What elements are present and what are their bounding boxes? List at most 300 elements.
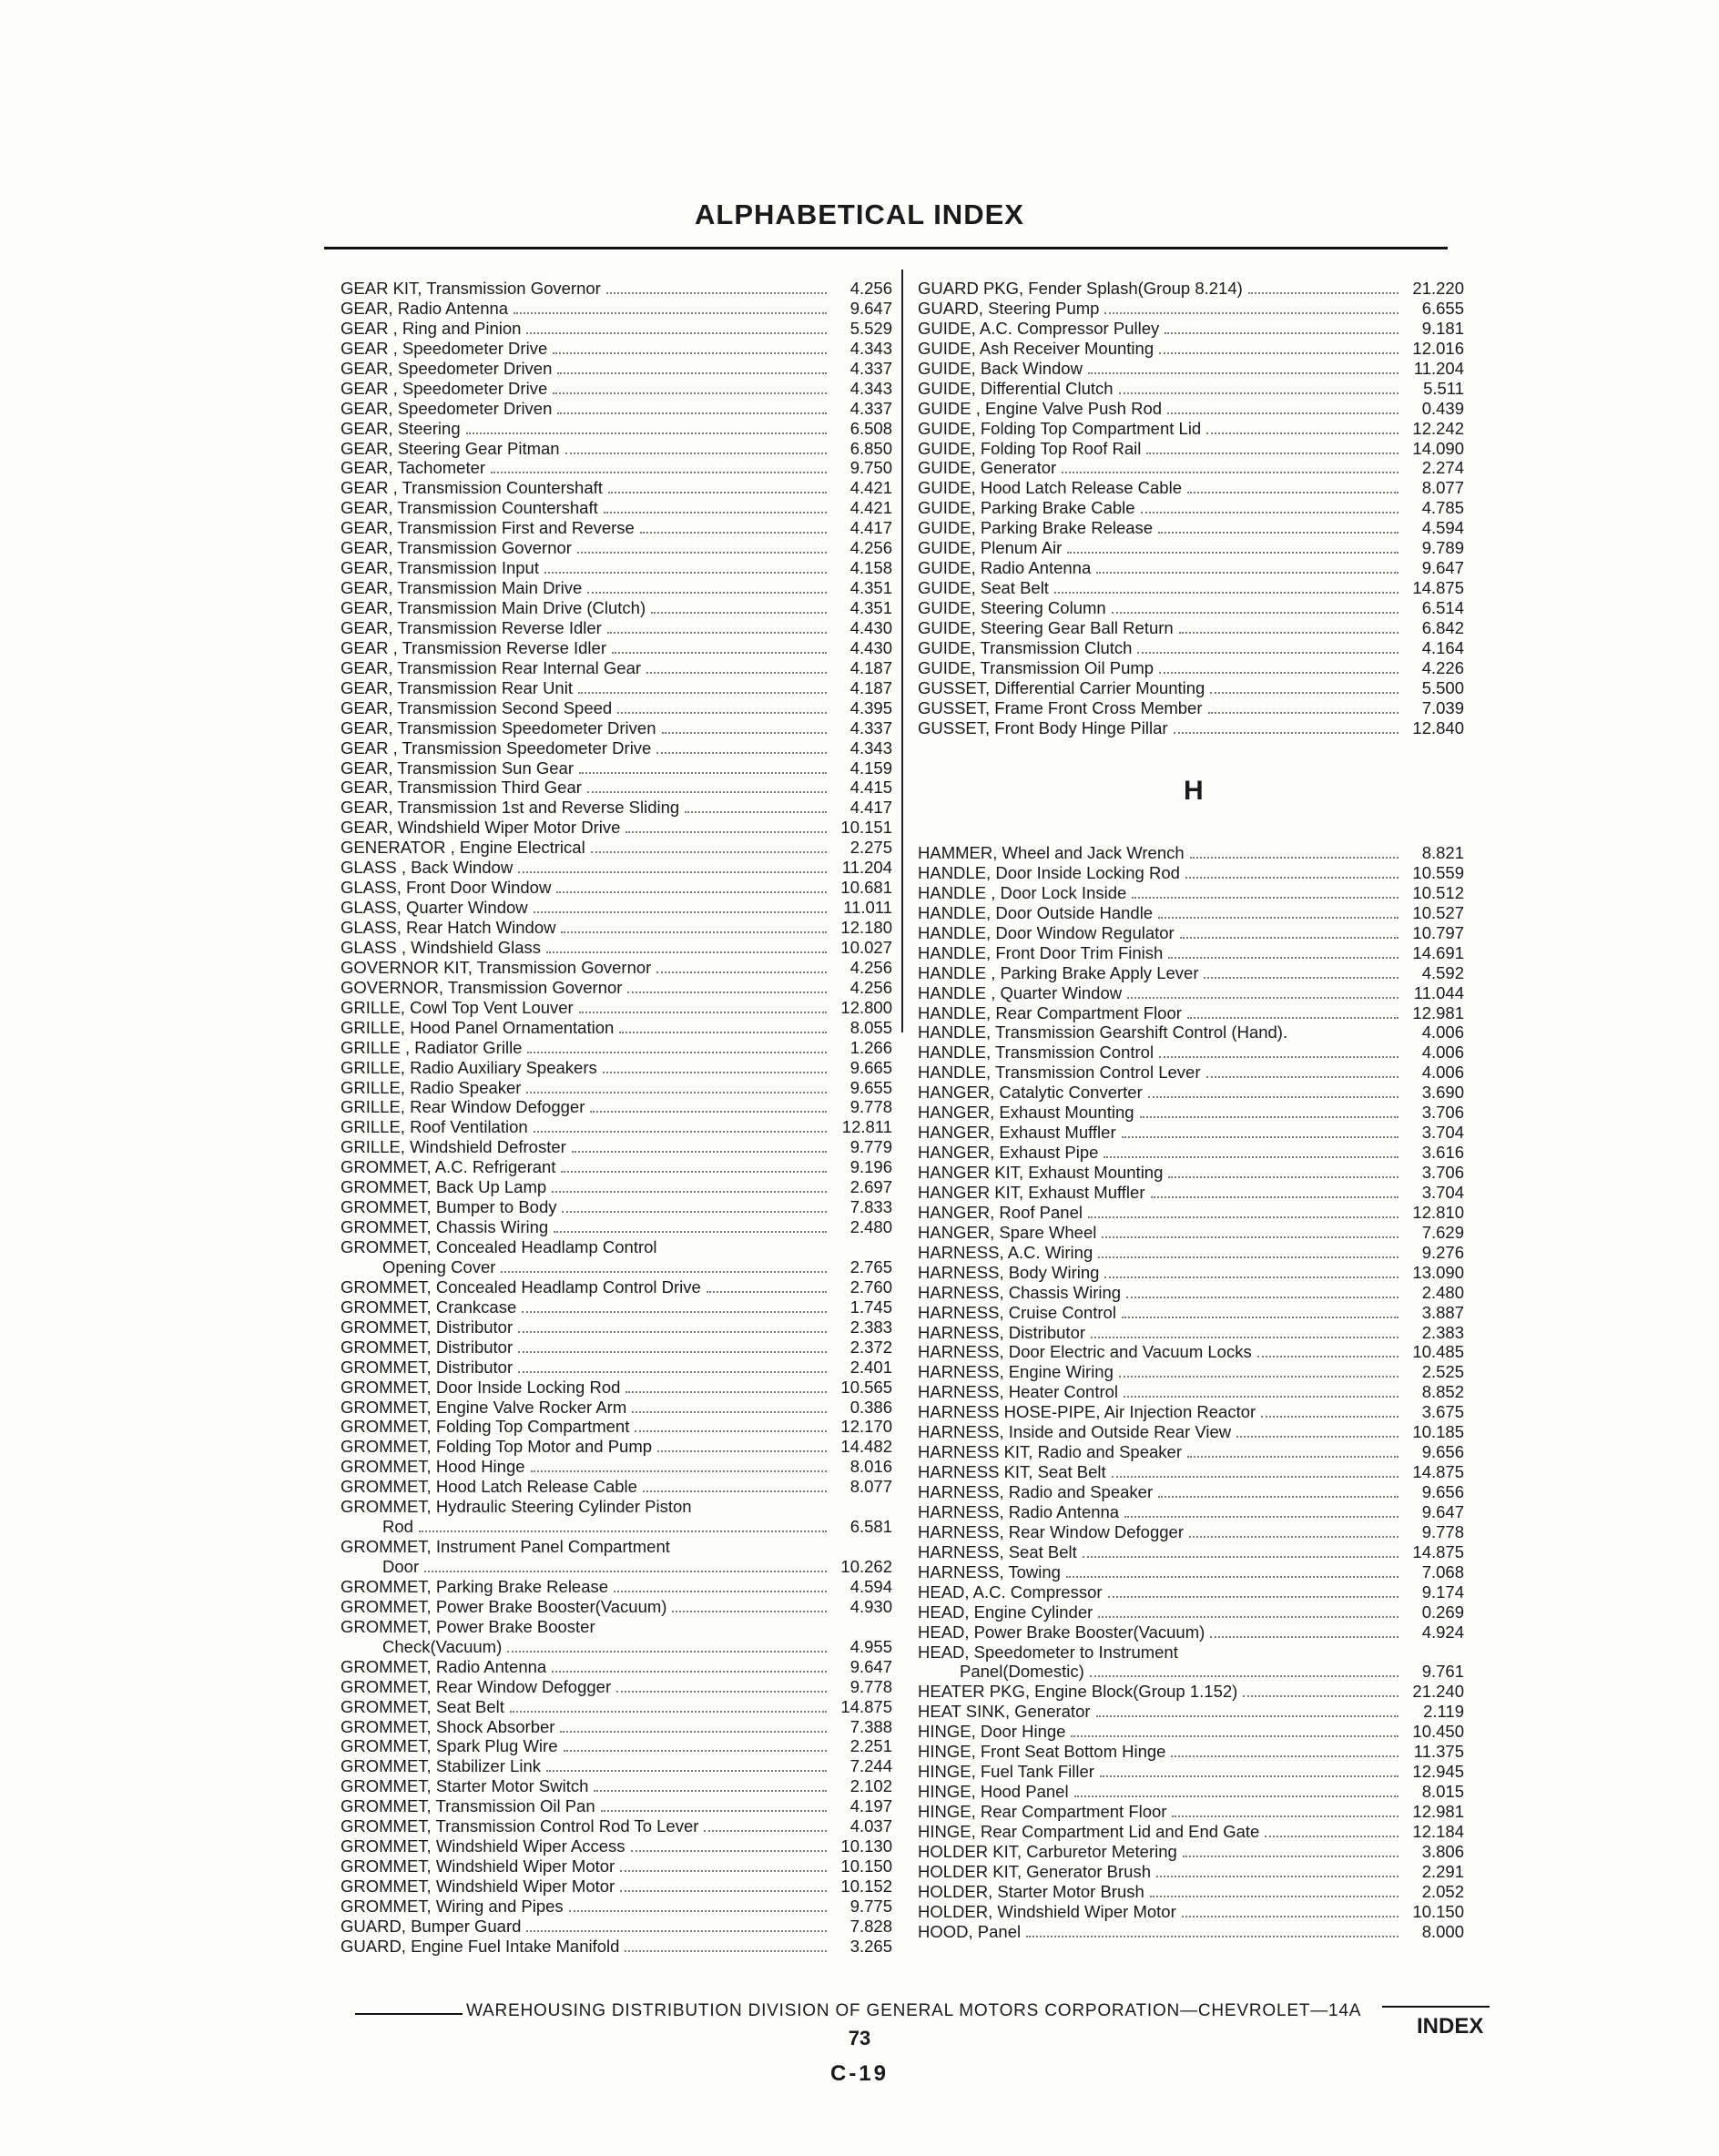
index-entry-name: GRILLE, Windshield Defroster xyxy=(341,1137,566,1157)
index-entry xyxy=(341,1177,892,1197)
index-entry xyxy=(341,938,892,958)
footer-rule-right xyxy=(1382,2006,1490,2008)
index-entry-number: 10.150 xyxy=(840,1856,892,1876)
index-entry-name: GROMMET, Power Brake Booster xyxy=(341,1616,595,1636)
dot-leader xyxy=(1100,1775,1399,1777)
dot-leader xyxy=(507,1651,827,1653)
dot-leader xyxy=(522,1311,827,1313)
index-entry xyxy=(341,1917,892,1937)
index-entry-name: GEAR , Transmission Countershaft xyxy=(341,478,603,498)
dot-leader xyxy=(632,1411,827,1413)
index-entry xyxy=(918,923,1464,943)
index-entry xyxy=(918,1063,1464,1083)
index-entry-name: HANDLE , Door Lock Inside xyxy=(918,882,1127,902)
index-entry-name: HOOD, Panel xyxy=(918,1921,1022,1941)
index-entry xyxy=(918,1782,1464,1802)
index-entry xyxy=(341,1378,892,1398)
index-entry-number: 5.529 xyxy=(849,318,892,338)
index-entry-name: GROMMET, Crankcase xyxy=(341,1297,517,1317)
dot-leader xyxy=(514,312,827,314)
index-entry-name: GROMMET, Engine Valve Rocker Arm xyxy=(341,1397,627,1417)
index-entry xyxy=(341,1097,892,1117)
index-entry-name: HANGER KIT, Exhaust Mounting xyxy=(918,1163,1164,1182)
index-entry-number: 2.765 xyxy=(849,1256,892,1276)
dot-leader xyxy=(640,532,827,534)
index-entry xyxy=(341,1517,892,1537)
index-entry-name: GROMMET, Windshield Wiper Access xyxy=(341,1836,626,1856)
dot-leader xyxy=(1189,1536,1399,1538)
dot-leader xyxy=(526,332,827,334)
dot-leader xyxy=(1156,1876,1399,1877)
dot-leader xyxy=(1098,1616,1399,1618)
dot-leader xyxy=(591,851,827,853)
index-entry-name: GEAR, Transmission Input xyxy=(341,558,539,578)
index-entry-name: HARNESS, Engine Wiring xyxy=(918,1362,1114,1382)
dot-leader xyxy=(556,891,827,893)
index-entry-name: GUIDE, Transmission Oil Pump xyxy=(918,657,1154,677)
index-entry-name: HINGE, Fuel Tank Filler xyxy=(918,1762,1094,1782)
index-entry xyxy=(918,1642,1464,1663)
index-entry xyxy=(341,1437,892,1457)
dot-leader xyxy=(1206,1076,1399,1078)
dot-leader xyxy=(531,1470,827,1472)
dot-leader xyxy=(1210,692,1399,694)
index-entry xyxy=(918,498,1464,518)
index-entry-number: 4.256 xyxy=(849,279,892,298)
index-entry-number: 6.842 xyxy=(1421,617,1464,637)
index-entry-number: 4.187 xyxy=(849,677,892,697)
index-entry-number: 3.675 xyxy=(1421,1402,1464,1422)
index-entry-name: GRILLE, Roof Ventilation xyxy=(341,1117,528,1137)
index-entry xyxy=(341,1058,892,1078)
dot-leader xyxy=(656,971,827,973)
index-entry xyxy=(918,319,1464,339)
dot-leader xyxy=(569,1910,827,1912)
index-entry-number: 2.525 xyxy=(1421,1362,1464,1382)
index-entry-number: 10.130 xyxy=(840,1836,892,1856)
dot-leader xyxy=(1108,1596,1399,1598)
right-index-column-g xyxy=(918,279,1464,738)
index-entry xyxy=(918,1582,1464,1602)
dot-leader xyxy=(1112,612,1399,614)
dot-leader xyxy=(1122,1136,1399,1138)
dot-leader xyxy=(534,1131,827,1133)
index-entry-name: GROMMET, Distributor xyxy=(341,1357,514,1377)
index-entry-name: HOLDER KIT, Carburetor Metering xyxy=(918,1841,1177,1861)
index-entry xyxy=(918,279,1464,299)
index-entry xyxy=(918,299,1464,319)
index-entry xyxy=(918,1422,1464,1442)
index-entry-number: 2.480 xyxy=(1421,1282,1464,1302)
index-entry xyxy=(918,638,1464,658)
index-entry-number: 11.204 xyxy=(1413,358,1464,378)
index-entry xyxy=(918,1742,1464,1762)
index-entry-number: 4.006 xyxy=(1421,1042,1464,1063)
index-entry xyxy=(341,1237,892,1257)
index-entry-name: GROMMET, Distributor xyxy=(341,1337,514,1357)
index-entry xyxy=(918,439,1464,459)
page-code: C-19 xyxy=(829,2061,890,2086)
index-entry-number: 4.337 xyxy=(849,717,892,737)
index-entry-name: GEAR , Transmission Speedometer Drive xyxy=(341,737,652,758)
index-entry-number: 9.647 xyxy=(1421,1501,1464,1521)
index-entry-number: 2.383 xyxy=(849,1317,892,1337)
index-entry xyxy=(918,1323,1464,1343)
index-entry xyxy=(918,558,1464,578)
index-entry-number: 10.262 xyxy=(840,1557,892,1576)
index-entry-name: HANDLE , Quarter Window xyxy=(918,982,1123,1002)
index-entry-number: 4.256 xyxy=(849,957,892,977)
index-entry-name: HANGER KIT, Exhaust Muffler xyxy=(918,1182,1145,1202)
index-entry xyxy=(341,1796,892,1816)
dot-leader xyxy=(577,552,827,554)
index-entry-number: 4.594 xyxy=(849,1576,892,1596)
index-entry xyxy=(341,958,892,978)
dot-leader xyxy=(646,672,827,674)
dot-leader xyxy=(1174,732,1399,734)
index-entry xyxy=(918,1022,1464,1042)
dot-leader xyxy=(1150,1896,1399,1897)
index-entry xyxy=(341,818,892,838)
index-entry-number: 4.351 xyxy=(849,578,892,598)
index-entry-number: 4.924 xyxy=(1421,1622,1464,1642)
index-entry-number: 4.785 xyxy=(1421,498,1464,518)
index-entry xyxy=(918,1203,1464,1223)
index-entry-number: 4.421 xyxy=(849,498,892,518)
index-entry-name: GUARD, Engine Fuel Intake Manifold xyxy=(341,1936,620,1956)
index-entry xyxy=(918,458,1464,478)
index-entry-number: 0.439 xyxy=(1421,398,1464,418)
index-entry-name: HARNESS, A.C. Wiring xyxy=(918,1242,1093,1262)
index-entry xyxy=(341,419,892,439)
index-entry xyxy=(341,1417,892,1437)
index-entry-name: GROMMET, Distributor xyxy=(341,1317,514,1337)
index-entry-name: GUIDE, Radio Antenna xyxy=(918,558,1092,578)
index-entry-name: GRILLE, Radio Auxiliary Speakers xyxy=(341,1057,597,1077)
index-entry xyxy=(341,339,892,359)
index-entry-name: HANDLE, Transmission Control Lever xyxy=(918,1063,1201,1083)
index-entry-name: GROMMET, Shock Absorber xyxy=(341,1716,555,1736)
dot-leader xyxy=(1236,1436,1399,1438)
index-entry-name: GROMMET, Rear Window Defogger xyxy=(341,1676,612,1696)
index-entry-name: GROMMET, Folding Top Compartment xyxy=(341,1417,630,1437)
index-entry-number: 9.665 xyxy=(849,1057,892,1077)
dot-leader xyxy=(562,1211,827,1213)
index-entry-number: 14.691 xyxy=(1412,942,1464,962)
index-entry-number: 7.629 xyxy=(1421,1222,1464,1242)
dot-leader xyxy=(707,1291,827,1293)
index-entry xyxy=(918,379,1464,399)
index-entry xyxy=(918,399,1464,419)
index-entry-number: 10.797 xyxy=(1412,922,1464,942)
index-entry-name: GEAR KIT, Transmission Governor xyxy=(341,279,601,298)
index-entry-number: 5.500 xyxy=(1421,677,1464,697)
dot-leader xyxy=(1119,1376,1399,1378)
dot-leader xyxy=(1074,1795,1399,1797)
index-entry xyxy=(918,598,1464,618)
index-entry xyxy=(341,1816,892,1836)
index-entry-name: GUIDE, Steering Gear Ball Return xyxy=(918,617,1174,637)
index-entry-name: GEAR, Transmission First and Reverse xyxy=(341,518,635,538)
index-entry-number: 7.039 xyxy=(1421,697,1464,717)
index-entry-number: 3.706 xyxy=(1421,1163,1464,1182)
index-entry-number: 4.592 xyxy=(1421,962,1464,982)
dot-leader xyxy=(1104,1156,1399,1158)
index-entry xyxy=(341,998,892,1018)
index-entry-name: Door xyxy=(382,1557,420,1576)
dot-leader xyxy=(546,1770,827,1772)
index-entry xyxy=(341,658,892,678)
index-entry-number: 8.016 xyxy=(849,1457,892,1477)
index-entry-number: 14.875 xyxy=(1412,1541,1464,1561)
index-entry-number: 7.244 xyxy=(849,1756,892,1776)
index-entry-number: 12.170 xyxy=(840,1417,892,1437)
index-entry-number: 7.828 xyxy=(849,1916,892,1936)
dot-leader xyxy=(491,472,827,473)
index-entry-number: 4.395 xyxy=(849,697,892,717)
dot-leader xyxy=(552,1191,827,1193)
index-entry-name: GRILLE , Radiator Grille xyxy=(341,1037,523,1057)
dot-leader xyxy=(1183,1856,1399,1857)
index-entry xyxy=(918,1103,1464,1123)
dot-leader xyxy=(1054,592,1399,594)
index-entry-name: GUIDE, Parking Brake Cable xyxy=(918,498,1135,518)
index-entry xyxy=(341,1856,892,1876)
index-entry xyxy=(341,1897,892,1917)
index-entry-number: 14.875 xyxy=(1412,1462,1464,1482)
index-entry-number: 4.415 xyxy=(849,778,892,798)
dot-leader xyxy=(557,372,827,374)
index-entry-name: HANGER, Exhaust Pipe xyxy=(918,1143,1099,1163)
column-divider xyxy=(901,270,903,1032)
index-entry xyxy=(341,299,892,319)
index-entry xyxy=(341,518,892,538)
index-entry-name: GUIDE, Back Window xyxy=(918,358,1083,378)
dot-leader xyxy=(704,1830,827,1832)
index-entry-name: GLASS, Front Door Window xyxy=(341,878,552,898)
index-entry xyxy=(341,1078,892,1098)
index-entry-number: 10.027 xyxy=(840,937,892,957)
dot-leader xyxy=(1148,1096,1399,1098)
index-entry-name: GEAR, Transmission Governor xyxy=(341,538,572,558)
index-entry xyxy=(341,698,892,718)
index-entry-number: 10.150 xyxy=(1412,1901,1464,1921)
index-entry xyxy=(341,458,892,478)
index-entry-number: 4.343 xyxy=(849,737,892,758)
index-entry-name: HARNESS, Radio Antenna xyxy=(918,1501,1120,1521)
index-entry-name: GROMMET, Windshield Wiper Motor xyxy=(341,1876,615,1896)
index-entry-number: 12.016 xyxy=(1412,338,1464,358)
index-entry-name: HANGER, Catalytic Converter xyxy=(918,1083,1143,1103)
dot-leader xyxy=(1187,492,1399,493)
dot-leader xyxy=(607,632,827,634)
index-entry xyxy=(341,498,892,518)
index-entry xyxy=(341,638,892,658)
index-entry-name: GEAR , Transmission Reverse Idler xyxy=(341,637,606,657)
index-entry-number: 11.044 xyxy=(1413,982,1464,1002)
dot-leader xyxy=(626,831,827,833)
index-entry xyxy=(918,1402,1464,1422)
index-entry-name: HANDLE, Door Inside Locking Rod xyxy=(918,862,1180,882)
dot-leader xyxy=(587,791,827,793)
index-entry-name: GROMMET, Stabilizer Link xyxy=(341,1756,541,1776)
index-entry-name: HINGE, Rear Compartment Lid and End Gate xyxy=(918,1821,1260,1841)
dot-leader xyxy=(612,652,827,654)
index-entry-number: 2.102 xyxy=(849,1776,892,1796)
index-entry-number: 8.852 xyxy=(1421,1382,1464,1402)
index-entry-number: 7.388 xyxy=(849,1716,892,1736)
index-entry xyxy=(918,698,1464,718)
index-entry-name: GEAR, Transmission Rear Unit xyxy=(341,677,573,697)
index-entry-name: HINGE, Hood Panel xyxy=(918,1782,1069,1802)
index-entry-number: 2.119 xyxy=(1423,1702,1464,1722)
dot-leader xyxy=(1171,1755,1399,1757)
index-entry-number: 12.242 xyxy=(1412,418,1464,438)
index-entry-name: GROMMET, Instrument Panel Compartment xyxy=(341,1537,670,1557)
index-entry-name: HARNESS, Radio and Speaker xyxy=(918,1482,1154,1501)
index-entry-number: 9.656 xyxy=(1421,1482,1464,1501)
index-entry xyxy=(341,718,892,738)
index-entry xyxy=(918,1662,1464,1682)
index-entry xyxy=(341,1717,892,1737)
index-entry xyxy=(341,1597,892,1617)
index-entry-name: HARNESS, Inside and Outside Rear View xyxy=(918,1422,1232,1442)
index-entry-name: GEAR, Tachometer xyxy=(341,458,486,478)
dot-leader xyxy=(546,951,827,953)
index-entry-number: 8.077 xyxy=(849,1477,892,1497)
index-entry xyxy=(341,598,892,618)
dot-leader xyxy=(1248,292,1399,294)
dot-leader xyxy=(1112,1476,1399,1478)
index-entry-number: 11.375 xyxy=(1413,1742,1464,1762)
index-entry-name: HANDLE, Front Door Trim Finish xyxy=(918,942,1164,962)
dot-leader xyxy=(1151,1196,1399,1198)
dot-leader xyxy=(1165,332,1399,334)
dot-leader xyxy=(1210,1636,1399,1638)
index-entry xyxy=(341,538,892,558)
right-index-column-h xyxy=(918,843,1464,1942)
dot-leader xyxy=(1182,1916,1399,1917)
index-entry-name: GEAR, Transmission Main Drive (Clutch) xyxy=(341,598,646,617)
dot-leader xyxy=(1096,572,1399,574)
index-entry xyxy=(918,1442,1464,1462)
index-entry xyxy=(341,478,892,498)
dot-leader xyxy=(579,772,827,774)
left-index-column xyxy=(341,279,892,1957)
dot-leader xyxy=(1088,372,1399,374)
index-entry-name: HEAT SINK, Generator xyxy=(918,1702,1091,1722)
dot-leader xyxy=(1122,1317,1399,1318)
index-entry xyxy=(341,1776,892,1796)
footer-index-label: INDEX xyxy=(1417,2014,1484,2039)
index-entry-name: GUIDE, Generator xyxy=(918,458,1057,478)
dot-leader xyxy=(635,1430,827,1432)
index-entry-name: GUIDE, A.C. Compressor Pulley xyxy=(918,318,1160,338)
dot-leader xyxy=(518,1351,827,1353)
index-entry xyxy=(341,379,892,399)
index-entry-name: GUIDE, Plenum Air xyxy=(918,538,1063,558)
index-entry-name: HARNESS KIT, Radio and Speaker xyxy=(918,1442,1182,1462)
index-entry xyxy=(918,1722,1464,1742)
dot-leader xyxy=(1168,957,1399,959)
index-entry xyxy=(918,339,1464,359)
dot-leader xyxy=(620,1870,827,1872)
index-entry-number: 8.000 xyxy=(1421,1921,1464,1941)
index-entry-number: 9.656 xyxy=(1421,1442,1464,1462)
index-entry-name: GOVERNOR KIT, Transmission Governor xyxy=(341,957,652,977)
index-entry-number: 4.226 xyxy=(1421,657,1464,677)
index-entry-number: 4.421 xyxy=(849,478,892,498)
index-entry xyxy=(918,1702,1464,1722)
index-entry xyxy=(918,1123,1464,1143)
index-entry xyxy=(341,1736,892,1756)
index-entry-number: 10.565 xyxy=(840,1377,892,1397)
index-entry-number: 8.821 xyxy=(1421,843,1464,862)
dot-leader xyxy=(1141,512,1399,514)
index-entry-name: GEAR , Speedometer Drive xyxy=(341,338,548,358)
index-entry-name: GROMMET, Folding Top Motor and Pump xyxy=(341,1437,653,1457)
dot-leader xyxy=(1243,1695,1399,1697)
index-entry-number: 2.275 xyxy=(849,838,892,858)
dot-leader xyxy=(560,1731,827,1733)
index-entry-name: GROMMET, Parking Brake Release xyxy=(341,1576,609,1596)
index-entry xyxy=(341,1617,892,1637)
index-entry-name: GEAR, Transmission Third Gear xyxy=(341,778,582,798)
index-entry-number: 4.930 xyxy=(849,1596,892,1616)
index-entry-number: 2.291 xyxy=(1421,1861,1464,1881)
index-entry-number: 2.480 xyxy=(849,1217,892,1237)
index-entry-number: 3.887 xyxy=(1421,1302,1464,1322)
dot-leader xyxy=(1185,877,1399,879)
index-entry-name: GEAR, Transmission Second Speed xyxy=(341,697,613,717)
index-entry xyxy=(341,1497,892,1517)
index-entry-number: 8.015 xyxy=(1421,1782,1464,1802)
index-entry xyxy=(341,359,892,379)
index-entry-number: 4.594 xyxy=(1421,518,1464,538)
index-entry-name: HANGER, Spare Wheel xyxy=(918,1222,1097,1242)
index-entry-name: GEAR, Steering xyxy=(341,418,461,438)
index-entry-number: 14.090 xyxy=(1412,438,1464,458)
index-entry xyxy=(341,1677,892,1697)
index-entry-name: GROMMET, Starter Motor Switch xyxy=(341,1776,589,1796)
index-entry xyxy=(341,778,892,798)
index-entry-number: 2.274 xyxy=(1421,458,1464,478)
dot-leader xyxy=(527,1052,827,1053)
index-entry xyxy=(341,439,892,459)
index-entry-name: HANDLE , Parking Brake Apply Lever xyxy=(918,962,1199,982)
index-entry-name: HANGER, Exhaust Mounting xyxy=(918,1103,1134,1123)
index-entry-number: 6.581 xyxy=(849,1517,892,1537)
index-entry-number: 4.430 xyxy=(849,637,892,657)
index-entry xyxy=(341,1937,892,1957)
index-entry-number: 14.875 xyxy=(1412,578,1464,598)
index-entry xyxy=(341,279,892,299)
index-entry xyxy=(918,419,1464,439)
dot-leader xyxy=(564,1750,828,1752)
index-entry-name: GUSSET, Differential Carrier Mounting xyxy=(918,677,1205,697)
dot-leader xyxy=(625,1950,827,1952)
index-entry-name: Panel(Domestic) xyxy=(960,1662,1084,1682)
index-entry xyxy=(918,903,1464,923)
dot-leader xyxy=(561,1171,827,1173)
index-entry-name: GROMMET, Door Inside Locking Rod xyxy=(341,1377,621,1397)
index-entry xyxy=(341,1876,892,1897)
index-entry-name: GEAR, Transmission 1st and Reverse Sliding xyxy=(341,798,680,818)
index-entry-name: HARNESS, Distributor xyxy=(918,1322,1086,1342)
index-entry-number: 10.152 xyxy=(840,1876,892,1896)
index-entry xyxy=(341,1277,892,1297)
dot-leader xyxy=(594,1790,827,1792)
